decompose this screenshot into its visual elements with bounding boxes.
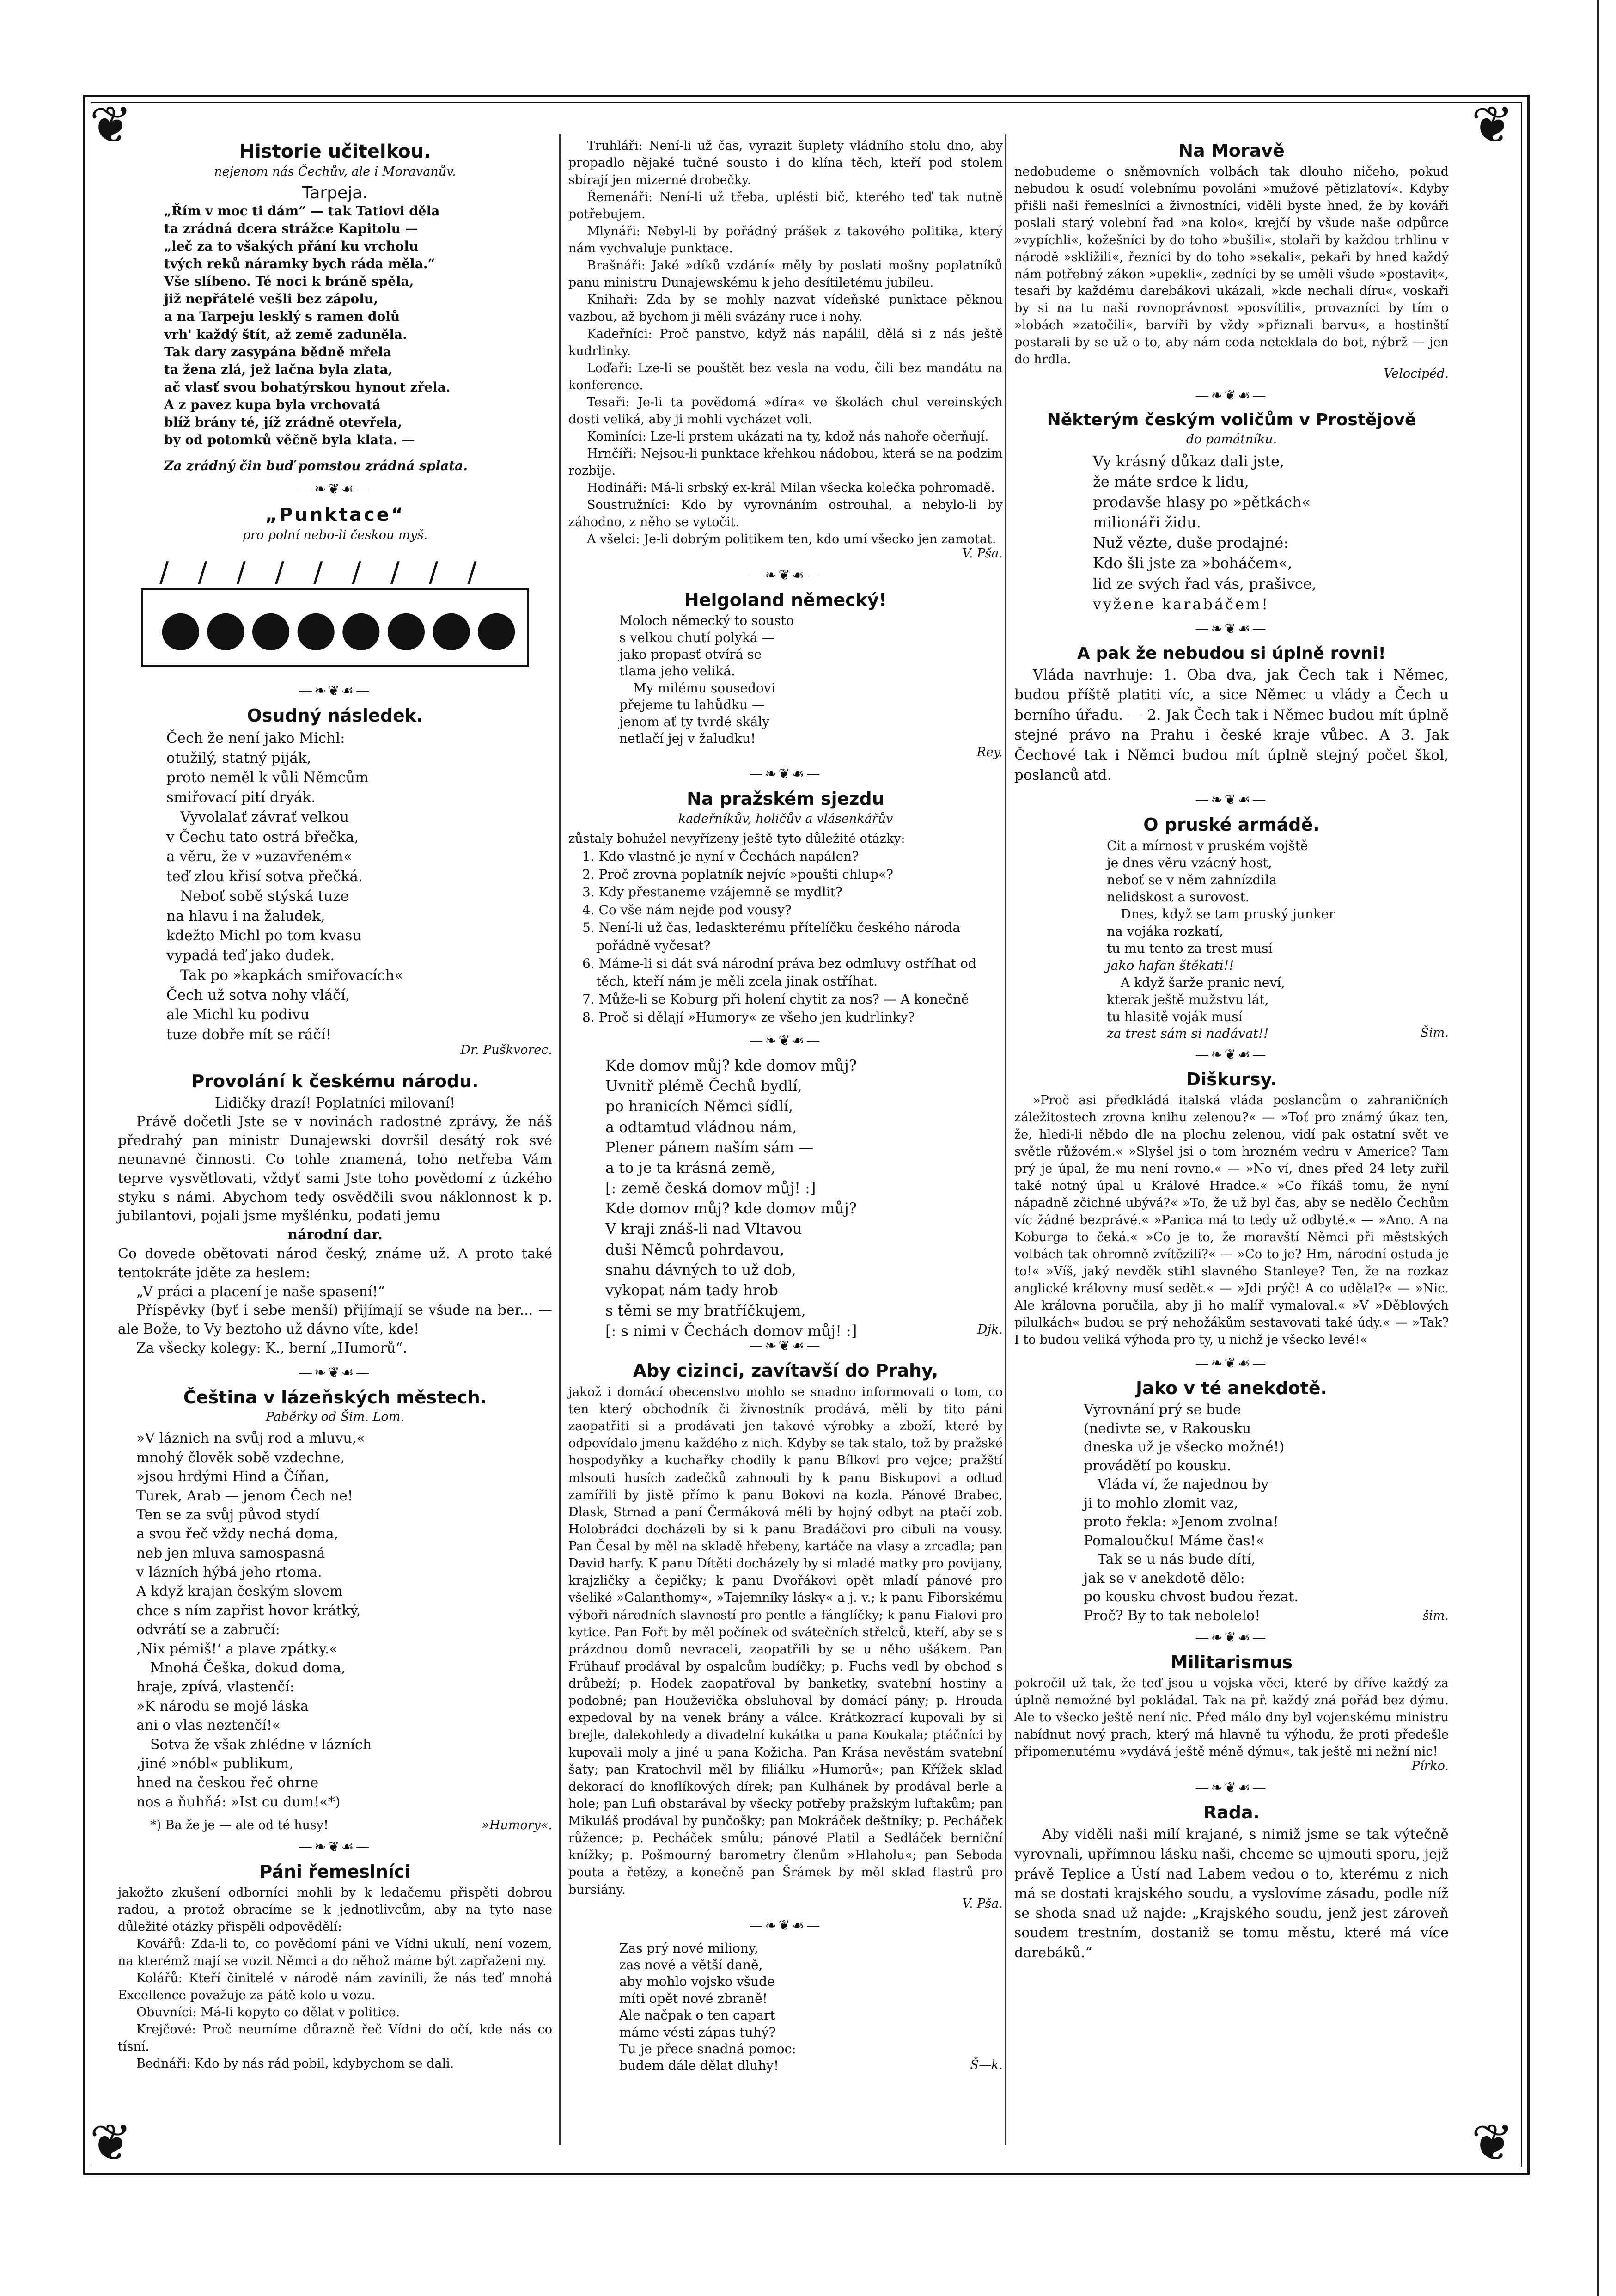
article-subtitle: do památníku. xyxy=(1186,432,1277,447)
poem xyxy=(1084,1401,1449,1625)
signature: Dr. Puškvorec. xyxy=(460,1043,552,1058)
poem-line: máme vésti zápas tuhý? xyxy=(619,2024,776,2040)
list-item: 1. Kdo vlastně je nyní v Čechách napálen? xyxy=(582,848,859,864)
footnote-signature: »Humory«. xyxy=(482,1818,552,1833)
divider-ornament-icon: —❧❦☙— xyxy=(1195,1629,1268,1646)
paragraph: A všelci: Je-li dobrým politikem ten, kdo umí všecko jen zamotat. xyxy=(587,532,996,546)
column-rule xyxy=(559,134,561,2145)
poem-line: chce s ním zapřist hovor krátký, xyxy=(136,1602,361,1619)
poem-line: Vše slíbeno. Té noci k bráně spěla, xyxy=(164,274,414,289)
paragraph: Řemenáři: Není-li už třeba, uplésti bič, kterého teď tak nutně potřebujem. xyxy=(568,190,1003,221)
poem-line: na vojáka rozkatí, xyxy=(1107,923,1223,939)
paragraph: Kadeřníci: Proč panstvo, když nás napálil, dělá si z nás ještě kudrlinky. xyxy=(568,326,1003,358)
article-subtitle: Paběrky od Šim. Lom. xyxy=(266,1410,404,1425)
sonnet xyxy=(164,202,552,449)
poem-line: A když krajan českým slovem xyxy=(136,1583,343,1600)
poem-line: mnohý člověk sobě vzdechne, xyxy=(136,1449,345,1466)
poem-line: míti opět nové zbraně! xyxy=(619,1990,768,2006)
poem-line: tvých reků náramky bych ráda měla.“ xyxy=(164,256,435,272)
poem-line: jako hafan štěkati!! xyxy=(1107,957,1234,973)
poem-line: snahu dávných to už dob, xyxy=(605,1261,796,1279)
column-3 xyxy=(1014,134,1449,1963)
poem-line: hned na českou řeč ohrne xyxy=(136,1775,319,1791)
list-item: 8. Proč si dělají »Humory« ze všeho jen kudrlinky? xyxy=(582,1009,915,1025)
poem-line: tu hlasitě voják musí xyxy=(1107,1009,1243,1024)
poem-line: Cit a mírnost v pruském vojště xyxy=(1107,838,1308,853)
list-item: 5. Není-li už čas, ledaskterému přítelíčku českého národa pořádně vyčesat? xyxy=(582,920,961,954)
divider-ornament-icon: —❧❦☙— xyxy=(299,1364,372,1381)
poem-line: Pomaloučku! Máme čas!« xyxy=(1084,1532,1265,1549)
poem-line: Proč? By to tak nebolelo! xyxy=(1084,1607,1261,1624)
paragraph: jakož i domácí obecenstvo mohlo se snadno informovati o tom, co ten který obchodník či živnostník prodává, měli by tito páni zaopatřiti si a prodávati jen takové výrobky a zboží, které by odpovídalo jmenu každého z nich. Kdyby se tak stalo, tož by pražské hospodyňky a kuchařky chodily k panu Bílkovi pro vejce; pražští mlsouti husích zadečků zahnouli by k panu Biskupovi a odtud zamířili by jistě přímo k panu Bokovi na kozla. Pánové Brabec, Dlask, Strnad a paní Čermáková měli by hojný odbyt na ptačí zob. Holobrádci docházeli by si k panu Bradáčovi pro cibuli na vousy. Pan Česal by měl na skladě hřebeny, kartáče na vlasy a zrcadla; pan David harfy. K panu Dítěti docházely by si mladé matky pro povijany, krajzličky a čepičky; k panu Dvořákovi opět mladí pánové pro všeliké »Galanthomy«, »Tajemníky lásky« a j. v.; k panu Fiborskému výboři národních slavností pro pentle a fánglíčky; k panu Fialovi pro kytice. Pan Fořt by měl počínek od svátečních střelců, kteří, aby se s prázdnou domů nevraceli, zaopatřili by se u něho ušákem. Pan Frühauf prodával by ospalcům budíčky; p. Fuchs vedl by obchod s drůbeží; p. Hodek zaopatřoval by banketky, svatební hostiny a podobné; pan Houževička obsluhoval by domácí pány; p. Hrouda expedoval by na venek brány a válce. Krátkozrací kupovali by si brejle, dalekohledy a divadelní kukátka u pana Koukala; ptáčníci by kupovali moly a jiné u pana Kožicha. Pan Krása nevěstám svatební šaty; pan Kratochvil měl by filiálku »Humorů«; pan Křížek sklad dekorací do knoflíkových dírek; pan Kulhánek by prodával berle a hole; pan Lufi obstarával by všecky potřeby pražským luftakům; pan Mikuláš prodával by punčošky; pan Mokráček deštníky; p. Pecháček růžence; p. Pecháček smůlu; pánové Platil a Sedláček berniční knížky; p. Pošmourný barometry členům »Hlaholu«; pan Seboda pouta a řetězy, a konečně pan Šrámek by měl sklad flastrů pro bursiány. xyxy=(568,1384,1003,1897)
poem-line: vykopat nám tady hrob xyxy=(605,1281,778,1299)
poem-line: jako propasť otvírá se xyxy=(619,647,762,662)
poem-line: „Řím v moc ti dám“ — tak Tatiovi děla xyxy=(164,203,440,219)
article-title: Diškursy. xyxy=(1186,1069,1277,1090)
poem-line: Vy krásný důkaz dali jste, xyxy=(1093,452,1285,470)
poem xyxy=(1093,451,1449,614)
poem-line: vypadá teď jako dudek. xyxy=(166,947,335,964)
poem-line: za trest sám si nadávat!! xyxy=(1107,1026,1269,1041)
poem-line: vrh' každý štít, až země zaduněla. xyxy=(164,326,407,342)
poem-line: odvrátí se a zabručí: xyxy=(136,1622,280,1638)
poem-line: netlačí jej v žaludku! xyxy=(619,730,756,746)
poem-line: provádětí po kousku. xyxy=(1084,1457,1232,1474)
signature: V. Pša. xyxy=(962,1896,1003,1911)
poem-line: tuze dobře mít se ráčí! xyxy=(166,1026,332,1043)
corner-ornament-icon: ❦ xyxy=(1471,2113,1514,2172)
paragraph: Soustružníci: Kdo by vyrovnáním ostrouhal, a nebylo-li by záhodno, z něho se vytočit. xyxy=(568,497,1003,529)
article-title: Některým českým voličům v Prostějově xyxy=(1047,410,1416,430)
poem-line: ‚Nix pémiš!‘ a plave zpátky.« xyxy=(136,1641,338,1657)
signature: Š—k. xyxy=(970,2057,1003,2072)
article-title: Provolání k českému národu. xyxy=(191,1071,479,1092)
divider-ornament-icon: —❧❦☙— xyxy=(1195,1047,1268,1063)
corner-ornament-icon: ❦ xyxy=(89,2113,133,2172)
poem-line: Dnes, když se tam pruský junker xyxy=(1121,906,1335,922)
divider-ornament-icon: —❧❦☙— xyxy=(299,481,372,498)
poem-line: Sotva že však zhlédne v lázních xyxy=(150,1736,372,1753)
article-title: Čeština v lázeňských městech. xyxy=(183,1387,487,1408)
poem xyxy=(605,1055,1003,1341)
signature: šim. xyxy=(1422,1609,1449,1623)
poem-line: ‚jiné »nóbl« publikum, xyxy=(136,1756,293,1772)
poem-line: a na Tarpeju lesklý s ramen dolů xyxy=(164,309,400,325)
poem-line: a odtamtud vládnou nám, xyxy=(605,1118,797,1136)
article-title: Na Moravě xyxy=(1178,141,1285,161)
poem-line: že máte srdce k lidu, xyxy=(1093,472,1249,490)
article-title: Militarismus xyxy=(1170,1652,1293,1673)
poem-line: Vyrovnání prý se bude xyxy=(1084,1402,1241,1418)
paragraph: Knihaři: Zda by se mohly nazvat vídeňské punktace pěknou vazbou, až bychom ji měli svázány ruce i nohy. xyxy=(568,292,1003,324)
poem-line: milionáři židu. xyxy=(1093,514,1201,532)
poem-line: zas nové a větší daně, xyxy=(619,1957,763,1973)
divider-ornament-icon: —❧❦☙— xyxy=(299,683,372,699)
column-rule xyxy=(1005,134,1006,2145)
paragraph: Tesaři: Je-li ta povědomá »díra« ve školách chul vereinských dosti veliká, aby ji mohli vycházet voli. xyxy=(568,395,1003,427)
question-list xyxy=(568,848,1003,1026)
article-title: A pak že nebudou si úplně rovni! xyxy=(1077,643,1386,663)
poem-closing: Za zrádný čin buď pomstou zrádná splata. xyxy=(164,458,468,474)
divider-ornament-icon: —❧❦☙— xyxy=(1195,1355,1268,1371)
poem-line: Ten se za svůj původ stydí xyxy=(136,1506,320,1523)
divider-ornament-icon: —❧❦☙— xyxy=(1195,1779,1268,1796)
divider-ornament-icon: —❧❦☙— xyxy=(749,1033,822,1049)
poem-line: ale Michl ku podivu xyxy=(166,1006,310,1023)
divider-ornament-icon: —❧❦☙— xyxy=(749,1338,822,1354)
poem xyxy=(619,1940,1003,2075)
divider-ornament-icon: —❧❦☙— xyxy=(1195,387,1268,404)
paragraph: národní dar. xyxy=(287,1227,383,1243)
poem-line: smiřovací pití dryák. xyxy=(166,789,316,806)
paragraph: Aby viděli naši milí krajané, s nimiž jsme se tak výtečně vyrovnali, upřímnou lásku naši, chceme se ujmouti sporu, jejž právě Teplice a Ústí nad Labem vedou o to, kterému z nich má se dostati krajského soudu, a vyslovíme zásadu, podle níž se shoda snad už najde: „Krajského soudu, jenž jest zároveň soudem trestním, dostaniž se tomu městu, které má více darebáků.“ xyxy=(1014,1826,1449,1961)
paragraph: Vláda navrhuje: 1. Oba dva, jak Čech tak i Němec, budou příště platiti víc, a sice Němec u vlády a Čech u berního úřadu. — 2. Jak Čech tak i Němec budou mít úplně stejné právo na Prahu i české kraje vůbec. A 3. Jak Čechové tak i Němci budou mít úplně stejný počet škol, poslanců atd. xyxy=(1014,667,1449,784)
poem-line: neboť se v něm zahnízdila xyxy=(1107,872,1277,888)
paragraph: Příspěvky (byť i sebe menší) přijímají se všude na ber... — ale Bože, to Vy beztoho už dávno víte, kde! xyxy=(118,1302,552,1338)
poem-line: Moloch německý to sousto xyxy=(619,613,794,629)
poem-line: po hranicích Němci sídlí, xyxy=(605,1097,793,1115)
punktace-illustration xyxy=(127,556,543,676)
corner-ornament-icon: ❦ xyxy=(89,95,133,154)
divider-ornament-icon: —❧❦☙— xyxy=(749,766,822,783)
poem xyxy=(619,612,1003,747)
poem-line: prodavše hlasy po »pětkách« xyxy=(1093,493,1311,511)
article-subtitle: pro polní nebo-li českou myš. xyxy=(242,528,428,543)
poem xyxy=(136,1429,552,1812)
poem-line: v lázních hýbá jeho rtoma. xyxy=(136,1564,322,1581)
article-title: Rada. xyxy=(1203,1802,1260,1823)
poem-line: Uvnitř plémě Čechů bydlí, xyxy=(605,1077,802,1095)
article-title: O pruské armádě. xyxy=(1143,814,1320,835)
poem-line: Neboť sobě stýská tuze xyxy=(180,888,349,905)
paragraph: Loďaři: Lze-li se pouštět bez vesla na vodu, čili bez mandátu na konference. xyxy=(568,361,1003,392)
poem-line: Tak po »kapkách smiřovacích« xyxy=(180,967,403,984)
poem-line: Ale načpak o ten capart xyxy=(619,2008,775,2023)
poem-line: ji to mohlo zlomit vaz, xyxy=(1084,1495,1238,1512)
paragraph: Kolářů: Kteří činitelé v národě nám zavinili, že nás teď mnohá Excellence považuje za pátě kolo u vozu. xyxy=(118,1971,552,2002)
signature: Pírko. xyxy=(1411,1758,1449,1773)
dot-marks: ●●●●●●●● xyxy=(159,600,520,656)
list-item: 2. Proč zrovna poplatník nejvíc »poušti chlup«? xyxy=(582,866,894,882)
paragraph: Mlynáři: Nebyl-li by pořádný prášek z takového politika, který nám vychvaluje punktace. xyxy=(568,224,1003,256)
slash-marks: / / / / / / / / / xyxy=(159,556,487,589)
column-1 xyxy=(118,134,552,2073)
poem-line: proto neměl k vůli Němcům xyxy=(166,769,369,786)
column-2 xyxy=(568,134,1003,2072)
poem-line: »V láznich na svůj rod a mluvu,« xyxy=(136,1430,365,1447)
poem-line: v Čechu tato ostrá břečka, xyxy=(166,828,359,845)
poem-line: Vláda ví, že najednou by xyxy=(1098,1476,1269,1493)
article-subtitle: kadeřníkův, holičův a vlásenkářův xyxy=(678,811,893,826)
poem xyxy=(1107,838,1449,1042)
article-title: Jako v té anekdotě. xyxy=(1136,1378,1327,1398)
poem-heading: Tarpeja. xyxy=(302,184,368,202)
paragraph: Brašnáři: Jaké »díků vzdání« měly by poslati mošny poplatníků panu ministru Dunajewskému k jeho desítiletému jubileu. xyxy=(568,258,1003,290)
divider-ornament-icon: —❧❦☙— xyxy=(749,1917,822,1934)
poem-line: A z pavez kupa byla vrchovatá xyxy=(164,397,381,412)
poem-line: nos a ňuhňá: »Ist cu dum!«*) xyxy=(136,1794,341,1810)
poem-line: blíž brány té, jíž zrádně otevřela, xyxy=(164,414,402,430)
signature: Šim. xyxy=(1420,1026,1449,1041)
poem-line: teď zlou křisí sotva přečká. xyxy=(166,868,363,885)
poem-line: lid ze svých řad vás, prašivce, xyxy=(1093,575,1317,593)
poem-line: A když šarže pranic neví, xyxy=(1121,974,1286,990)
footnote-text: *) Ba že je — ale od té husy! xyxy=(150,1818,329,1833)
poem-line: a to je ta krásná země, xyxy=(605,1158,775,1176)
poem-line: Čech že není jako Michl: xyxy=(166,729,345,747)
paragraph: jakožto zkušení odborníci mohli by k ledačemu přispěti dobrou radou, a protož obracíme se k jednotlivcům, aby na tyto nase důležité otázky přispěli odpovědělí: xyxy=(118,1885,552,1934)
paragraph: Za všecky kolegy: K., berní „Humorů“. xyxy=(136,1340,408,1356)
poem-line: otužilý, statný piják, xyxy=(166,749,311,766)
poem-line: přejeme tu lahůdku — xyxy=(619,697,765,713)
poem-line: již nepřátelé vešli bez zápolu, xyxy=(164,291,378,307)
poem-line: tlama jeho veliká. xyxy=(619,663,735,679)
poem-line: Tu je přece snadná pomoc: xyxy=(619,2041,796,2057)
signature: Velocipéd. xyxy=(1384,367,1449,381)
poem-line: a svou řeč vždy nechá doma, xyxy=(136,1526,339,1543)
corner-ornament-icon: ❦ xyxy=(1471,95,1514,154)
poem-line: My milému sousedovi xyxy=(633,680,775,696)
signature: V. Pša. xyxy=(962,546,1003,561)
poem-line: s těmi se my bratříčkujem, xyxy=(605,1302,806,1320)
signature: Rey. xyxy=(976,745,1003,760)
article-title: Aby cizinci, zavítavší do Prahy, xyxy=(633,1360,939,1381)
poem-line: jak se v anekdotě dělo: xyxy=(1084,1570,1245,1586)
paragraph: Bednáři: Kdo by nás rád pobil, kdybychom se dali. xyxy=(136,2056,454,2071)
poem-line: Vyvolalať závrať velkou xyxy=(180,808,349,826)
signature: Djk. xyxy=(977,1322,1003,1337)
divider-ornament-icon: —❧❦☙— xyxy=(749,567,822,583)
poem-line: kdežto Michl po tom kvasu xyxy=(166,927,362,944)
paragraph: Hrnčíři: Nejsou-li punktace křehkou nádobou, která se na podzim rozbije. xyxy=(568,446,1003,478)
poem-line: ta zrádná dcera strážce Kapitolu — xyxy=(164,221,418,237)
poem-line: po kousku chvost budou řezat. xyxy=(1084,1589,1299,1605)
paragraph: Hodináři: Má-li srbský ex-král Milan všecka kolečka pohromadě. xyxy=(587,480,995,495)
paragraph: Kominíci: Lze-li prstem ukázati na ty, kdož nás nahoře očerňují. xyxy=(587,429,989,444)
poem-line: Kde domov můj? kde domov můj? xyxy=(605,1057,857,1075)
poem-line: a věru, že v »uzavřeném« xyxy=(166,848,352,865)
paragraph: Co dovede obětovati národ český, známe už. A proto také tentokráte jděte za heslem: xyxy=(118,1245,552,1281)
poem-line: by od potomků věčně byla klata. — xyxy=(164,432,415,448)
poem-line: budem dále dělat dluhy! xyxy=(619,2058,779,2074)
poem-line: Zas prý nové miliony, xyxy=(619,1940,758,1956)
poem-line: duši Němců pohrdavou, xyxy=(605,1240,785,1258)
paragraph: pokročil už tak, že teď jsou u vojska věci, které by dříve každý za úplně nemožné byl pokládal. Tak na př. každý zná pořád bez dýmu. Ale to všecko ještě není nic. Před málo dny byl vojenskému ministru nabídnut nový prach, který má hlavně tu výhodu, že proti předešle připomenutému »vydává ještě méně dýmu«, tak ještě mi nežní nic! xyxy=(1014,1676,1449,1759)
paragraph: „V práci a placení je naše spasení!“ xyxy=(136,1283,385,1300)
poem-line: Turek, Arab — jenom Čech ne! xyxy=(136,1488,353,1504)
footnote xyxy=(118,1818,552,1832)
poem-line: Tak se u nás bude dítí, xyxy=(1098,1551,1256,1568)
article-title: Osudný následek. xyxy=(247,705,423,726)
list-item: 4. Co vše nám nejde pod vousy? xyxy=(582,902,792,918)
poem-line: »jsou hrdými Hind a Číňan, xyxy=(136,1469,329,1485)
poem-line: aby mohlo vojsko všude xyxy=(619,1974,775,1990)
list-item: 7. Může-li se Koburg při holení chytit za nos? — A konečně xyxy=(582,991,969,1007)
poem-line: Plener pánem naším sám — xyxy=(605,1138,814,1156)
poem-line: Čech už sotva nohy vláčí, xyxy=(166,986,350,1004)
poem xyxy=(166,729,552,1045)
scan-edge xyxy=(1597,0,1599,2296)
article-title: Helgoland německý! xyxy=(684,589,887,610)
divider-ornament-icon: —❧❦☙— xyxy=(299,1839,372,1855)
poem-line: dneska už je všecko možné!) xyxy=(1084,1439,1285,1456)
poem-line: V kraji znáš-li nad Vltavou xyxy=(605,1220,802,1238)
poem-line: Tak dary zasypána bědně mřela xyxy=(164,344,391,360)
list-item: 6. Máme-li si dát svá národní práva bez odmluvy ostříhat od těch, kteří nám je měli zcela jinak ostříhat. xyxy=(582,955,976,989)
paragraph: Lidičky drazí! Poplatníci milovaní! xyxy=(214,1095,456,1111)
article-title: Páni řemeslníci xyxy=(259,1861,411,1882)
poem-line: Kde domov můj? kde domov můj? xyxy=(605,1200,857,1218)
poem-line: tu mu tento za trest musí xyxy=(1107,940,1273,956)
poem-line: ač vlasť svou bohatýrskou hynout zřela. xyxy=(164,379,451,395)
poem-line: „leč za to všakých přání ku vrcholu xyxy=(164,239,419,254)
article-title: Na pražském sjezdu xyxy=(687,789,884,809)
article-title: Historie učitelkou. xyxy=(239,141,431,162)
paragraph: Truhláři: Není-li už čas, vyrazit šuplety vládního stolu dno, aby propadlo nějaké tučné sousto i do klína těch, kteří pod stolem sbírají jen mizerné drobečky. xyxy=(568,139,1003,187)
list-item: 3. Kdy přestaneme vzájemně se mydlit? xyxy=(582,884,842,900)
poem-line: jenom ať ty tvrdé skály xyxy=(619,714,770,729)
poem-line: ta žena zlá, jež lačna byla zlata, xyxy=(164,361,393,377)
paragraph: Obuvníci: Má-li kopyto co dělat v politice. xyxy=(136,2005,400,2020)
poem-line: s velkou chutí polyká — xyxy=(619,630,775,645)
poem-line: vyžene karabáčem! xyxy=(1093,595,1270,613)
poem-line: kterak ještě mužstvu lát, xyxy=(1107,992,1269,1007)
poem-line: ani o vlas neztenčí!« xyxy=(136,1717,281,1734)
poem-line: je dnes věru vzácný host, xyxy=(1107,855,1272,870)
poem-line: »K národu se mojé láska xyxy=(136,1698,309,1714)
poem-line: hraje, zpívá, vlastenčí: xyxy=(136,1679,294,1696)
divider-ornament-icon: —❧❦☙— xyxy=(1195,792,1268,808)
divider-ornament-icon: —❧❦☙— xyxy=(1195,620,1268,637)
poem-line: Mnohá Češka, dokud doma, xyxy=(150,1660,346,1677)
paragraph: Právě dočetli Jste se v novinách radostné zprávy, že náš předrahý pan ministr Dunajewski dovršil desátý rok své neunavné činnosti. Co tohle znamená, toho netřeba Vám teprve vysvětlovati, vždyť sami Jste toho povědomí z úzkého styku s námi. Abychom tedy osvědčili svou náklonnost k p. jubilantovi, pojali jsme myšlénku, podati jemu xyxy=(118,1114,552,1225)
poem-line: nelidskost a surovost. xyxy=(1107,889,1250,905)
paragraph: Kovářů: Zda-li to, co povědomí páni ve Vídni ukulí, není vozem, na kterémž mají se vozit Němci a do něhož máme být zapřaženi my. xyxy=(118,1936,552,1968)
article-subtitle: nejenom nás Čechův, ale i Moravanův. xyxy=(214,165,456,179)
poem-line: neb jen mluva samospasná xyxy=(136,1545,325,1561)
paragraph: Krejčové: Proč neumíme důrazně řeč Vídni do očí, kde nás co tísní. xyxy=(118,2022,552,2054)
paragraph: nedobudeme o sněmovních volbách tak dlouho ničeho, pokud nebudou k osudí volebnímu povoláni »mužové pětizlatoví«. Kdyby přišli naši řemeslníci a živnostníci, viděli byste hned, že by kováři poslali starý volební řad »na kolo«, krejčí by všude naše odpůrce »vypíchli«, kožešníci by do toho »bušili«, stolaři by každou trhlinu v národě »skližili«, řezníci by do toho »sekali«, pekaři by hned každý nám potřebný zákon »upekli«, zedníci by se uměli všude »postavit«, tesaři by každému darebákovi ukázali, »kde nechali díru«, voskaři by si na tu naši rovnoprávnost »posvítili«, provazníci by tím o »lobách »zatočili«, barvíři by vždy »přiznali barvu«, a hostinští postarali by se už o to, aby nám coda neteklala do bot, nýbrž — jen do hrdla. xyxy=(1014,164,1449,367)
poem-line: na hlavu i na žaludek, xyxy=(166,907,325,925)
poem-line: (nedivte se, v Rakousku xyxy=(1084,1420,1251,1437)
paragraph: zůstaly bohužel nevyřízeny ještě tyto důležité otázky: xyxy=(568,831,905,846)
poem-line: Kdo šli jste za »boháčem«, xyxy=(1093,554,1293,572)
poem-line: proto řekla: »Jenom zvolna! xyxy=(1084,1514,1279,1531)
poem-line: [: s nimi v Čechách domov můj! :] xyxy=(605,1322,857,1340)
poem-line: [: země česká domov můj! :] xyxy=(605,1179,816,1197)
paragraph: »Proč asi předkládá italská vláda poslancům o zahraničních záležitostech zrovna knihu zelenou?« — »Toť pro známý úkaz ten, že, hledi-li něbdo dle na plochu zelenou, vidí pak ostatní svět ve světle růžovém.« »Slyšel jsi o tom hrozném vedru v Americe? Tam prý je úpal, že mu není rovno.« — »No ví, dnes před 24 lety zuřil také notný úpal u Králové Hradce.« »Co říkáš tomu, že nyní nápadně zčichné ubývá?« »To, že už byl čas, aby se nedělo Čechům víc žádné bezprávé.« »Panica má to tedy už odbyté.« — »Ano. A na Koburga to čeká.« »Co je to, že moravští Němci při městských volbách tak ohromně zvítězili?« — »Co to je? Hm, národní ostuda je to!« »Víš, jaký nevděk stihl slavného Stanleye? Ten, že na rozkaz anglické královny musí sedět.« — »Jdi prýč! A co udělal?« — »Nic. Ale královna poručila, aby ji ho malíř vymaloval.« »V »Děblových pilulkách« budou se prý nehožákům sestavovati také údy.« — »Tak? I to budou veliká výhoda pro ty, u nichž je všecko levé!« xyxy=(1014,1093,1449,1347)
article-title: „Punktace“ xyxy=(265,504,405,526)
poem-line: Nuž vězte, duše prodajné: xyxy=(1093,534,1289,552)
